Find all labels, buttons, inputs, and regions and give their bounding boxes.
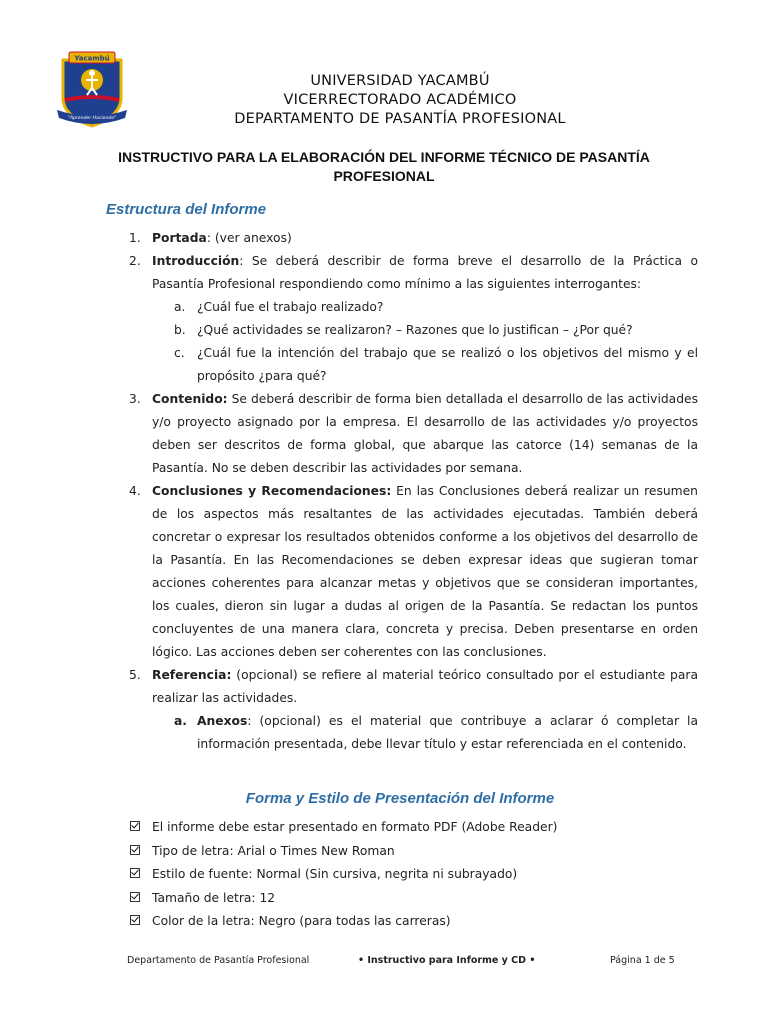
- university-logo: [55, 48, 129, 130]
- checkbox-checked-icon: [130, 868, 140, 878]
- header-vicerrectorado: VICERRECTORADO ACADÉMICO: [283, 92, 517, 108]
- checkbox-checked-icon: [130, 915, 140, 925]
- checklist-item: Tamaño de letra: 12: [130, 887, 557, 911]
- checklist-item: El informe debe estar presentado en formato PDF (Adobe Reader): [130, 816, 557, 840]
- footer-document-name: • Instructivo para Informe y CD •: [358, 955, 536, 966]
- checkbox-checked-icon: [130, 892, 140, 902]
- sub-list-item: a. ¿Cuál fue el trabajo realizado?: [174, 300, 384, 314]
- header-department: DEPARTAMENTO DE PASANTÍA PROFESIONAL: [234, 111, 566, 127]
- checklist-item: Color de la letra: Negro (para todas las carreras): [130, 910, 557, 934]
- header-university: UNIVERSIDAD YACAMBÚ: [310, 73, 490, 89]
- sub-list-item: b. ¿Qué actividades se realizaron? – Razones que lo justifican – ¿Por qué?: [174, 323, 633, 337]
- document-title: INSTRUCTIVO PARA LA ELABORACIÓN DEL INFORME TÉCNICO DE PASANTÍA PROFESIONAL: [118, 149, 650, 184]
- checkbox-checked-icon: [130, 821, 140, 831]
- checklist-item: Estilo de fuente: Normal (Sin cursiva, negrita ni subrayado): [130, 863, 557, 887]
- institution-header: [200, 72, 600, 129]
- structure-list: [104, 227, 698, 756]
- section-heading-structure: Estructura del Informe: [106, 201, 267, 218]
- list-item: 4. Conclusiones y Recomendaciones: En las Conclusiones deberá realizar un resumen de los aspectos más resaltantes de las actividades ejecutadas. También deberá concretar o expresar los resultados obtenidos conforme a los objetivos del desarrollo de la Pasantía. En las Recomendaciones se deben expresar ideas que sugieran tomar acciones coherentes para alcanzar metas y objetivos que se consideran importantes, los cuales, dieron sin lugar a dudas al origen de la Pasantía. Se redactan los puntos concluyentes de una manera clara, concreta y precisa. Deben presentarse en orden lógico. Las acciones deben ser coherentes con las conclusiones.: [129, 484, 698, 659]
- list-item: 3. Contenido: Se deberá describir de forma bien detallada el desarrollo de las actividades y/o proyecto asignado por la empresa. El desarrollo de las actividades y/o proyectos deben ser descritos de forma global, que abarque las catorce (14) semanas de la Pasantía. No se deben describir las actividades por semana.: [129, 392, 698, 475]
- footer-department: Departamento de Pasantía Profesional: [127, 955, 310, 966]
- checkbox-checked-icon: [130, 845, 140, 855]
- section-heading-format: Forma y Estilo de Presentación del Informe: [245, 790, 555, 807]
- list-item: 2. Introducción: Se deberá describir de forma breve el desarrollo de la Práctica o Pasantía Profesional respondiendo como mínimo a las siguientes interrogantes:: [129, 254, 698, 291]
- footer-page-number: Página 1 de 5: [610, 955, 675, 966]
- checklist-item: Tipo de letra: Arial o Times New Roman: [130, 840, 557, 864]
- list-item: 1. Portada: (ver anexos): [129, 231, 292, 245]
- sub-list-item: a. Anexos: (opcional) es el material que contribuye a aclarar ó completar la información presentada, debe llevar título y estar referenciada en el contenido.: [174, 714, 698, 751]
- list-item: 5. Referencia: (opcional) se refiere al material teórico consultado por el estudiante para realizar las actividades.: [129, 668, 698, 705]
- format-checklist: [130, 816, 557, 934]
- logo-top-text: Yacambú: [74, 54, 110, 63]
- logo-motto: "Aprender Haciendo": [67, 116, 117, 121]
- sub-list-item: c. ¿Cuál fue la intención del trabajo que se realizó o los objetivos del mismo y el propósito ¿para qué?: [174, 346, 698, 383]
